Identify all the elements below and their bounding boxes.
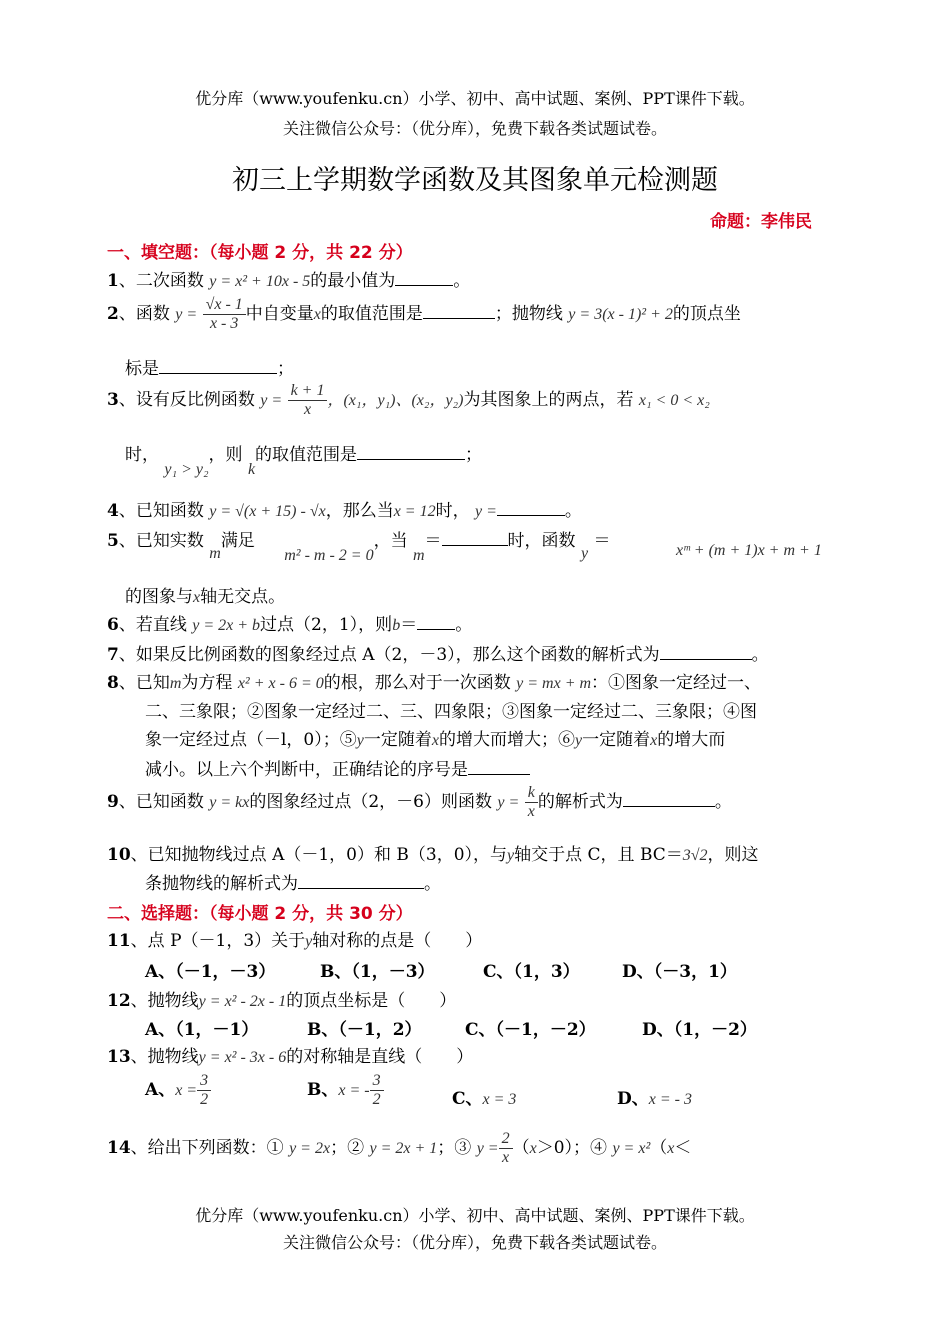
- question-12: 12、抛物线y = x² - 2x - 1的顶点坐标是（ ）: [107, 991, 457, 1011]
- fraction: $\frac{k + 1}{x}$: [288, 382, 328, 419]
- question-number: 1: [107, 271, 119, 291]
- question-4: 4、已知函数 y = √(x + 15) - √x，那么当x = 12时， y = 。: [107, 496, 582, 521]
- question-number: 6: [107, 615, 119, 635]
- footer-line-1: 优分库（www.youfenku.cn）小学、初中、高中试题、案例、PPT课件下载。: [195, 1206, 755, 1225]
- question-8-line-2: 二、三象限；②图象一定经过二、三、四象限；③图象一定经过二、三象限；④图: [145, 702, 757, 722]
- question-number: 3: [107, 390, 119, 410]
- question-number: 2: [107, 304, 119, 324]
- question-5: 5、已知实数 m满足 m² - m - 2 = 0，当 m＝ 时，函数 y ＝: [107, 526, 610, 551]
- header-line-1: 优分库（www.youfenku.cn）小学、初中、高中试题、案例、PPT课件下载。: [195, 89, 755, 108]
- question-11-option-c[interactable]: C、（1，3）: [483, 962, 580, 982]
- question-8-line-4: 减小。以上六个判断中，正确结论的序号是: [145, 755, 530, 780]
- question-2: 2、函数 y = $\frac{√x - 1}{x - 3}$ 中自变量x的取值范围是 ；抛物线 y = 3(x - 1)² + 2的顶点坐: [107, 296, 741, 332]
- question-12-option-b[interactable]: B、（－1，2）: [307, 1020, 422, 1040]
- question-number: 4: [107, 501, 119, 521]
- answer-blank[interactable]: [357, 442, 465, 460]
- question-9: 9、已知函数 y = kx的图象经过点（2，－6）则函数 y = $\frac{k}{x}$ 的解析式为 。: [107, 784, 732, 820]
- question-13-option-a[interactable]: A、x = $\frac{3}{2}$: [145, 1072, 211, 1109]
- question-10: 10、已知抛物线过点 A（－1，0）和 B（3，0），与y轴交于点 C，且 BC＝3√2，则这: [107, 845, 759, 865]
- fraction: $\frac{3}{2}$: [370, 1072, 384, 1109]
- fraction: $\frac{√x - 1}{x - 3}$: [203, 296, 246, 333]
- header-line-2: 关注微信公众号：（优分库），免费下载各类试题试卷。: [282, 119, 667, 138]
- answer-blank[interactable]: [660, 642, 752, 660]
- question-11-option-d[interactable]: D、（－3，1）: [622, 962, 737, 982]
- answer-blank[interactable]: [623, 789, 715, 807]
- section-2-heading: 二、选择题：（每小题 2 分，共 30 分）: [107, 904, 413, 924]
- answer-blank[interactable]: [159, 356, 277, 374]
- page-title: 初三上学期数学函数及其图象单元检测题: [232, 165, 718, 196]
- answer-blank[interactable]: [442, 528, 508, 546]
- question-8-line-3: 象一定经过点（－l，0）；⑤y一定随着x的增大而增大；⑥y一定随着x的增大而: [145, 730, 726, 750]
- question-6: 6、若直线 y = 2x + b过点（2，1），则b＝ 。: [107, 610, 472, 635]
- question-number: 8: [107, 673, 119, 693]
- question-number: 5: [107, 531, 119, 551]
- question-5-line-2: 的图象与x轴无交点。: [125, 587, 286, 607]
- question-3: 3、设有反比例函数 y = $\frac{k + 1}{x}$ ，(x₁，y₁)、(x₂，y₂)为其图象上的两点，若 x₁ < 0 < x₂: [107, 382, 710, 418]
- answer-blank[interactable]: [417, 612, 455, 630]
- question-number: 12: [107, 991, 131, 1011]
- math-expression: y = x² + 10x - 5: [209, 273, 311, 290]
- question-12-option-c[interactable]: C、（－1，－2）: [465, 1020, 596, 1040]
- question-5-expr: xᵐ + (m + 1)x + m + 1: [676, 542, 822, 559]
- question-number: 7: [107, 645, 119, 665]
- question-1: 1、二次函数 y = x² + 10x - 5的最小值为 。: [107, 266, 470, 291]
- question-11-option-a[interactable]: A、（－1，－3）: [145, 962, 276, 982]
- question-13-option-b[interactable]: B、x = - $\frac{3}{2}$: [307, 1072, 384, 1109]
- question-3-line-2: 时， y₁ > y₂，则 k的取值范围是 ；: [125, 440, 482, 465]
- question-10-line-2: 条抛物线的解析式为 。: [145, 869, 441, 894]
- footer-line-2: 关注微信公众号：（优分库），免费下载各类试题试卷。: [282, 1233, 667, 1252]
- question-13-option-c[interactable]: C、x = 3: [452, 1089, 517, 1109]
- answer-blank[interactable]: [395, 268, 453, 286]
- question-13: 13、抛物线y = x² - 3x - 6的对称轴是直线（ ）: [107, 1047, 474, 1067]
- fraction: $\frac{3}{2}$: [197, 1072, 211, 1109]
- question-11-option-b[interactable]: B、（1，－3）: [320, 962, 435, 982]
- question-number: 13: [107, 1047, 131, 1067]
- question-8: 8、已知m为方程 x² + x - 6 = 0的根，那么对于一次函数 y = mx + m：①图象一定经过一、: [107, 673, 762, 693]
- question-number: 10: [107, 845, 131, 865]
- question-2-line-2: 标是 ；: [125, 354, 294, 379]
- question-14: 14、给出下列函数：① y = 2x；② y = 2x + 1；③ y = $\frac{2}{x}$ （x＞0）；④ y = x²（x＜: [107, 1130, 692, 1166]
- question-number: 14: [107, 1138, 131, 1158]
- section-1-heading: 一、填空题：（每小题 2 分，共 22 分）: [107, 243, 413, 263]
- answer-blank[interactable]: [423, 301, 495, 319]
- answer-blank[interactable]: [298, 871, 424, 889]
- question-12-option-d[interactable]: D、（1，－2）: [642, 1020, 757, 1040]
- fraction: $\frac{k}{x}$: [525, 784, 538, 821]
- answer-blank[interactable]: [468, 757, 530, 775]
- question-13-option-d[interactable]: D、x = - 3: [617, 1089, 692, 1109]
- author-line: 命题：李伟民: [710, 212, 812, 232]
- question-7: 7、如果反比例函数的图象经过点 A（2，－3），那么这个函数的解析式为 。: [107, 640, 769, 665]
- fraction: $\frac{2}{x}$: [499, 1130, 513, 1167]
- question-number: 11: [107, 931, 131, 951]
- question-12-option-a[interactable]: A、（1，－1）: [145, 1020, 259, 1040]
- answer-blank[interactable]: [497, 498, 565, 516]
- question-number: 9: [107, 792, 119, 812]
- question-11: 11、点 P（－1，3）关于y轴对称的点是（ ）: [107, 931, 483, 951]
